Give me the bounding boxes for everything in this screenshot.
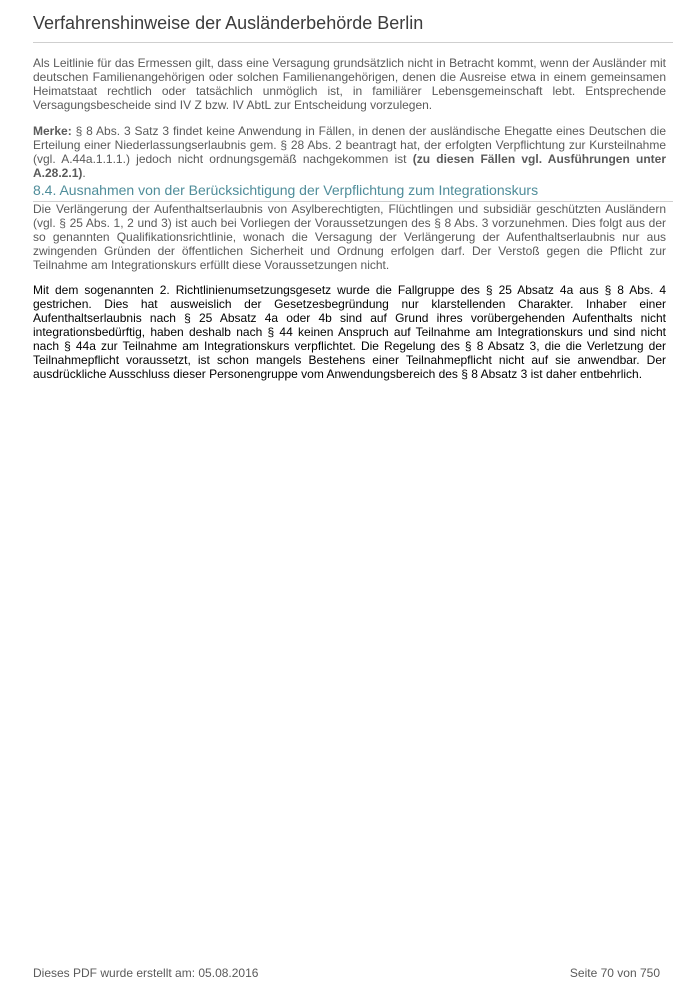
footer-created-date: Dieses PDF wurde erstellt am: 05.08.2016: [33, 966, 259, 980]
merke-reference: (zu diesen Fällen vgl. Ausführungen unter A.28.2.1): [33, 152, 667, 180]
section-paragraph-2: Mit dem sogenannten 2. Richtlinienumsetzungsgesetz wurde die Fallgruppe des § 25 Absatz 4a aus § 8 Abs. 4 gestrichen. Dies hat ausweislich der Gesetzesbegründung nur klarstellenden Charakter. Inhaber einer Aufenthaltserlaubnis nach § 25 Absatz 4a oder 4b sind auf Grund ihres vorübergehenden Aufenthalts nicht integrationsbedürftig, haben deshalb nach § 44 keinen Anspruch auf Teilnahme am Integrationskurs und sind nicht nach § 44a zur Teilnahme am Integrationskurs verpflichtet. Die Regelung des § 8 Absatz 3, die die Verletzung der Teilnahmepflicht voraussetzt, ist schon mangels Bestehens einer Teilnahmepflicht nicht auf sie anwendbar. Der ausdrückliche Ausschluss dieser Personengruppe vom Anwendungsbereich des § 8 Absatz 3 ist daher entbehrlich.: [33, 283, 666, 381]
merke-label: Merke:: [33, 124, 72, 138]
page-title: Verfahrenshinweise der Ausländerbehörde Berlin: [33, 12, 673, 43]
footer-page-number: Seite 70 von 750: [569, 966, 660, 980]
section-heading: 8.4. Ausnahmen von der Berücksichtigung der Verpflichtung zum Integrationskurs: [33, 182, 673, 202]
merke-end: .: [82, 166, 86, 180]
merke-paragraph: [33, 124, 666, 180]
section-paragraph-1: Die Verlängerung der Aufenthaltserlaubnis von Asylberechtigten, Flüchtlingen und subsidiär geschützten Ausländern (vgl. § 25 Abs. 1, 2 und 3) ist auch bei Vorliegen der Voraussetzungen des § 8 Abs. 3 vorzunehmen. Dies folgt aus der so genannten Qualifikationsrichtlinie, wonach die Versagung der Verlängerung der Aufenthaltserlaubnis nur aus zwingenden Gründen der öffentlichen Sicherheit und Ordnung erfolgen darf. Der Verstoß gegen die Pflicht zur Teilnahme am Integrationskurs erfüllt diese Voraussetzungen nicht.: [33, 202, 666, 272]
merke-text: § 8 Abs. 3 Satz 3 findet keine Anwendung in Fällen, in denen der ausländische Ehegatte eines Deutschen die Erteilung einer Niederlassungserlaubnis gem. § 28 Abs. 2 beantragt hat, der erfolgten Verpflichtung zur Kursteilnahme (vgl. A.44a.1.1.1.) jedoch nicht ordnungsgemäß nachgekommen ist: [33, 124, 666, 166]
paragraph-ermessen: Als Leitlinie für das Ermessen gilt, dass eine Versagung grundsätzlich nicht in Betracht kommt, wenn der Ausländer mit deutschen Familienangehörigen oder solchen Familienangehörigen, denen die Ausreise etwa in einem gemeinsamen Heimatstaat rechtlich oder tatsächlich unmöglich ist, in familiärer Lebensgemeinschaft lebt. Entsprechende Versagungsbescheide sind IV Z bzw. IV AbtL zur Entscheidung vorzulegen.: [33, 56, 666, 112]
